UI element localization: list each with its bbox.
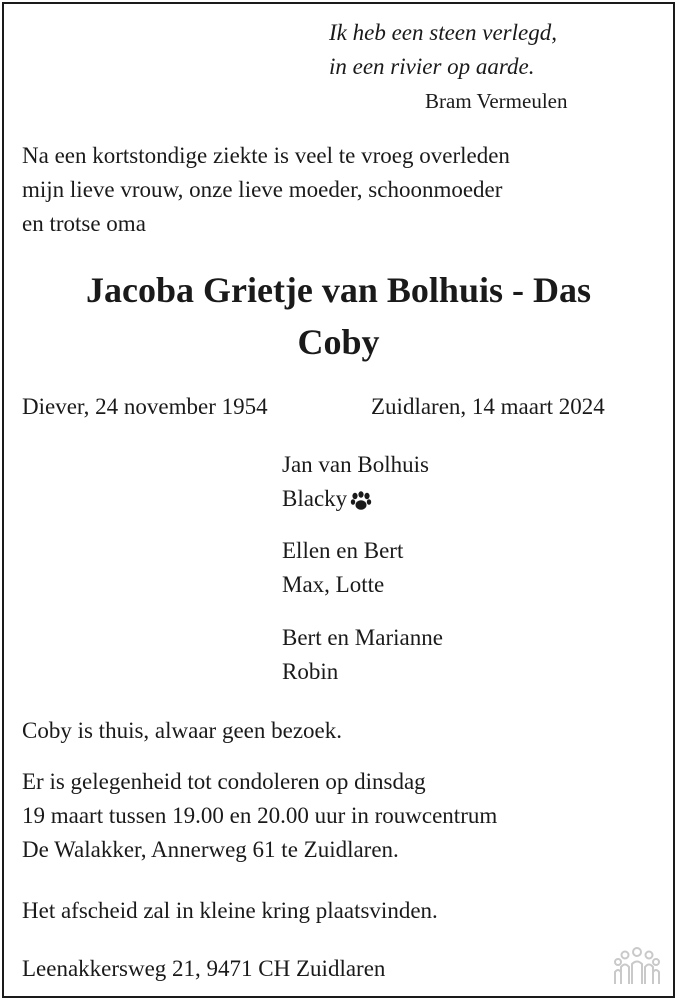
condolence-line-3: De Walakker, Annerweg 61 te Zuidlaren.	[22, 837, 399, 862]
death-date: Zuidlaren, 14 maart 2024	[371, 394, 605, 419]
deceased-nickname: Coby	[297, 322, 380, 362]
intro-line-1: Na een kortstondige ziekte is veel te vroeg overleden	[22, 143, 510, 168]
family-1-line-1: Jan van Bolhuis	[282, 452, 429, 477]
home-notice: Coby is thuis, alwaar geen bezoek.	[22, 718, 342, 743]
poem-line-2: in een rivier op aarde.	[329, 54, 535, 79]
family-3-line-2: Robin	[282, 659, 339, 684]
address: Leenakkersweg 21, 9471 CH Zuidlaren	[22, 956, 386, 981]
family-1-line-2	[282, 482, 372, 516]
poem-author: Bram Vermeulen	[425, 89, 568, 113]
farewell-notice: Het afscheid zal in kleine kring plaatsvinden.	[22, 898, 438, 923]
family-2-line-2: Max, Lotte	[282, 572, 385, 597]
birth-date: Diever, 24 november 1954	[22, 394, 268, 419]
family-3-line-1: Bert en Marianne	[282, 625, 443, 650]
intro-line-3: en trotse oma	[22, 211, 146, 236]
condolence-line-2: 19 maart tussen 19.00 en 20.00 uur in rouwcentrum	[22, 803, 498, 828]
family-2-line-1: Ellen en Bert	[282, 538, 404, 563]
condolence-line-1: Er is gelegenheid tot condoleren op dinsdag	[22, 769, 426, 794]
deceased-full-name: Jacoba Grietje van Bolhuis - Das	[85, 270, 591, 310]
pet-name: Blacky	[282, 486, 348, 511]
people-group-icon	[613, 946, 661, 986]
paw-icon	[350, 491, 372, 511]
poem-line-1: Ik heb een steen verlegd,	[329, 20, 557, 45]
intro-line-2: mijn lieve vrouw, onze lieve moeder, schoonmoeder	[22, 177, 503, 202]
